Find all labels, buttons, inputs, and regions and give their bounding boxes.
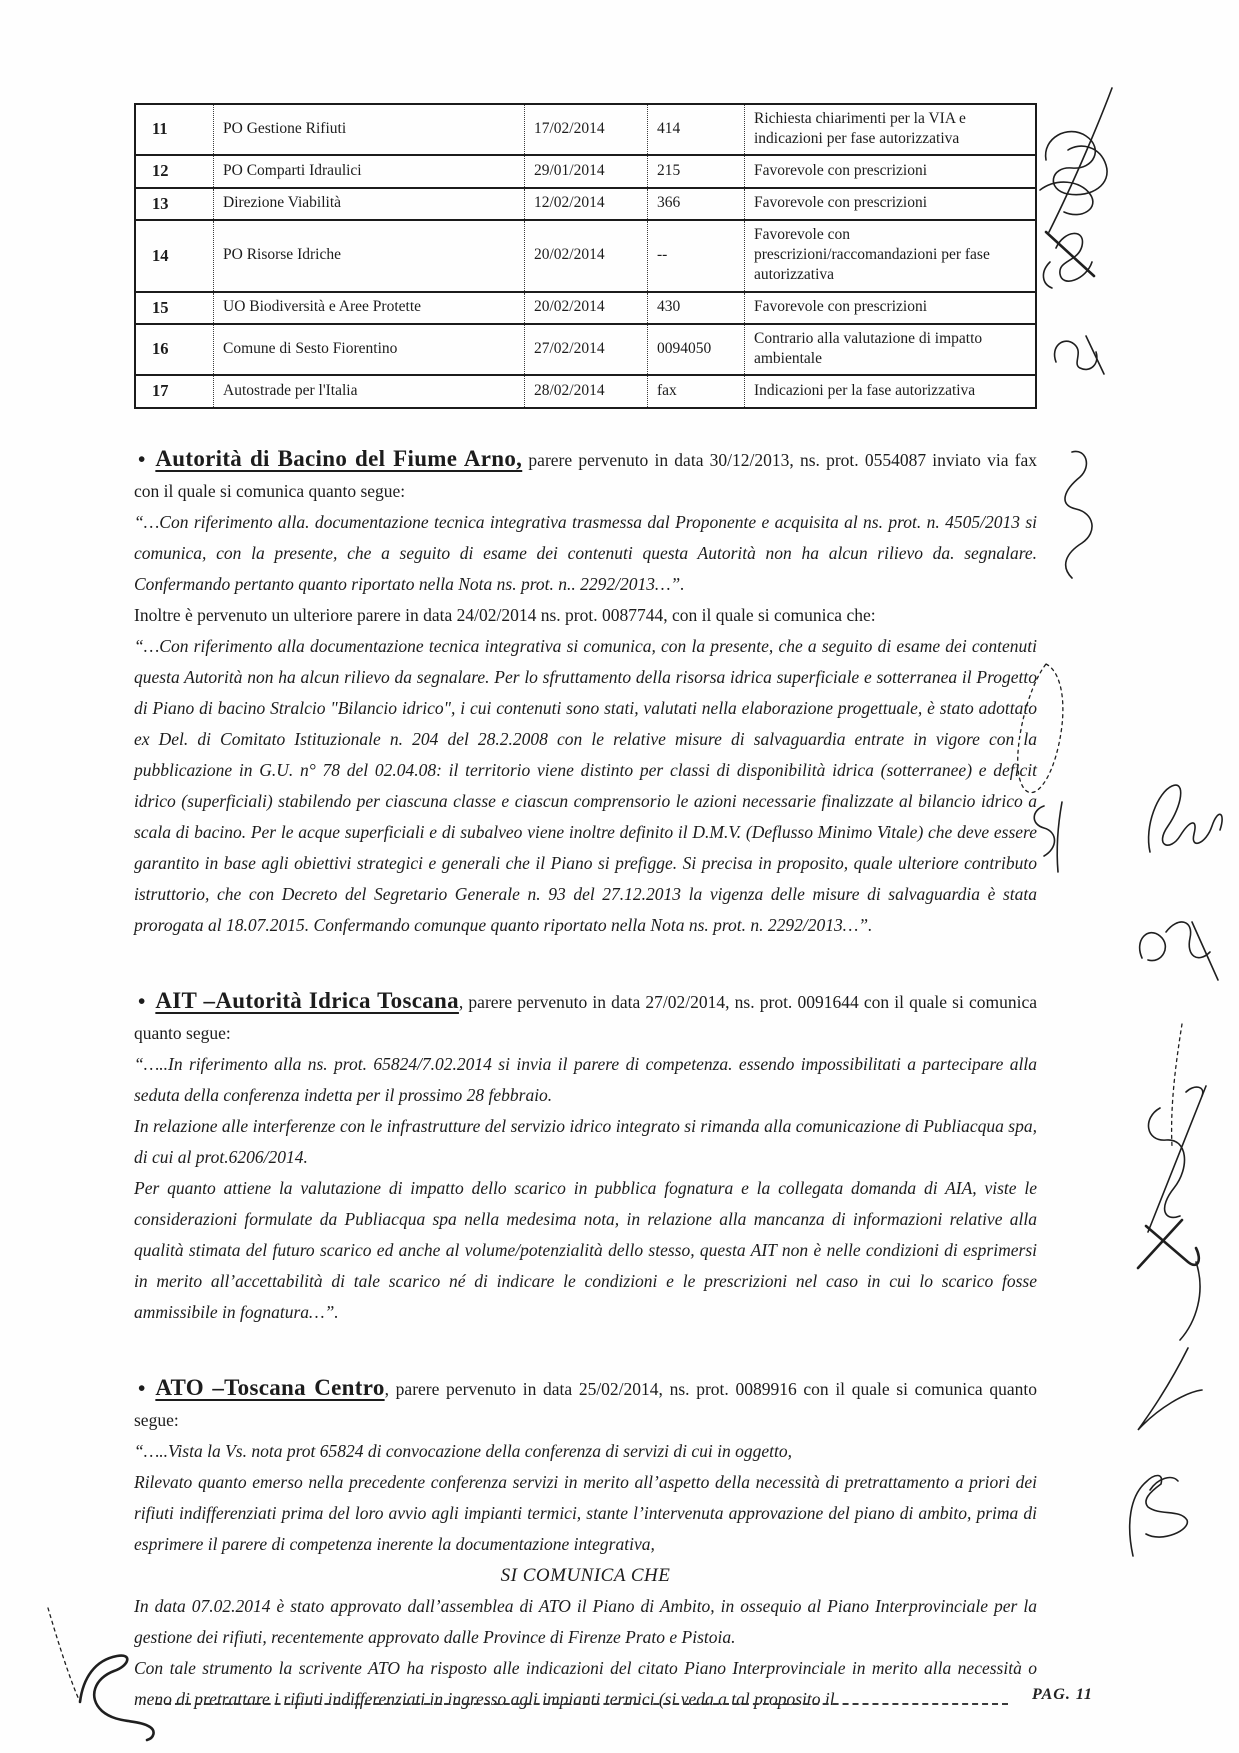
pen-scribble (1166, 922, 1210, 958)
row-ente: Comune di Sesto Fiorentino (214, 324, 525, 375)
table-row (135, 220, 1036, 291)
bullet-marker: • (138, 446, 146, 471)
pen-scribble (1065, 451, 1092, 578)
section-lead: , parere pervenuto in data 27/02/2014, ns. prot. 0091644 con il quale si comunica quanto segue: (134, 991, 1037, 1043)
row-number: 16 (135, 324, 214, 375)
pen-scribble (1150, 1478, 1178, 1490)
table-row (135, 375, 1036, 407)
pen-scribble (1055, 341, 1097, 369)
section-lead: parere pervenuto in data 30/12/2013, ns. prot. 0554087 inviato via fax con il quale si comunica quanto segue: (134, 449, 1038, 501)
row-data: 20/02/2014 (525, 220, 648, 291)
row-prot: 414 (648, 104, 745, 155)
row-data: 28/02/2014 (525, 375, 648, 407)
quote-paragraph: Per quanto attiene la valutazione di impatto dello scarico in pubblica fognatura e la collegata domanda di AIA, viste le considerazioni formulate da Publiacqua spa nella medesima nota, in relazione alla mancanza di informazioni relative alla qualità stimata del futuro scarico ed anche al volume/potenzialità dello stesso, questa AIT non è nelle condizioni di esprimersi in merito all’accettabilità di tale scarico né di indicare le condizioni e le prescrizioni nel caso in cui lo scarico fosse ammissibile in fognatura…”. (134, 1177, 1037, 1322)
row-prot: -- (648, 220, 745, 291)
table-row (135, 324, 1036, 375)
row-number: 12 (135, 155, 214, 187)
row-parere: Richiesta chiarimenti per la VIA e indicazioni per fase autorizzativa (745, 104, 1037, 155)
row-prot: 215 (648, 155, 745, 187)
pen-scribble (1130, 1476, 1188, 1557)
row-number: 11 (135, 104, 214, 155)
row-number: 17 (135, 375, 214, 407)
section-autorita-bacino-arno (134, 443, 1037, 941)
row-parere: Favorevole con prescrizioni (745, 292, 1037, 324)
pen-scribble (48, 1608, 80, 1702)
row-ente: Autostrade per l'Italia (214, 375, 525, 407)
row-prot: 0094050 (648, 324, 745, 375)
row-ente: PO Gestione Rifiuti (214, 104, 525, 155)
row-data: 12/02/2014 (525, 188, 648, 220)
quote-paragraph: In relazione alle interferenze con le infrastrutture del servizio idrico integrato si rimanda alla comunicazione di Publiacqua spa, di cui al prot.6206/2014. (134, 1115, 1037, 1167)
quote-paragraph: Rilevato quanto emerso nella precedente conferenza servizi in merito all’aspetto della necessità di pretrattamento a priori dei rifiuti indifferenziati prima del loro avvio agli impianti termici, stante l’intervenuta approvazione del piano di ambito, prima di esprimere il parere di competenza inerente la documentazione integrativa, (134, 1471, 1037, 1554)
row-ente: UO Biodiversità e Aree Protette (214, 292, 525, 324)
row-prot: 430 (648, 292, 745, 324)
pen-scribble (1046, 232, 1094, 276)
row-ente: PO Comparti Idraulici (214, 155, 525, 187)
row-prot: fax (648, 375, 745, 407)
table-row (135, 104, 1036, 155)
section-lead: , parere pervenuto in data 25/02/2014, ns. prot. 0089916 con il quale si comunica quanto segue: (134, 1378, 1037, 1430)
pareri-table (134, 103, 1037, 409)
document-content (134, 103, 1037, 1715)
section-title: AIT –Autorità Idrica Toscana (155, 987, 459, 1013)
section-title: Autorità di Bacino del Fiume Arno, (155, 445, 523, 471)
pen-scribble (1046, 132, 1107, 195)
row-number: 13 (135, 188, 214, 220)
row-data: 27/02/2014 (525, 324, 648, 375)
section-ait-autorita-idrica (134, 985, 1037, 1328)
pen-scribble (1172, 1024, 1182, 1146)
pen-scribble (1180, 1262, 1200, 1340)
pen-scribble (1138, 1220, 1199, 1268)
row-number: 14 (135, 220, 214, 291)
pen-scribble (1049, 88, 1112, 232)
pen-scribble (1040, 182, 1093, 214)
table-row (135, 155, 1036, 187)
quote-paragraph: “…Con riferimento alla. documentazione tecnica integrativa trasmessa dal Proponente e acquisita al ns. prot. n. 4505/2013 si comunica, con la presente, che a seguito di esame dei contenuti questa Autorità non ha alcun rilievo da. segnalare. Confermando pertanto quanto riportato nella Nota ns. prot. n.. 2292/2013…”. (134, 511, 1037, 594)
row-data: 29/01/2014 (525, 155, 648, 187)
row-parere: Contrario alla valutazione di impatto ambientale (745, 324, 1037, 375)
row-parere: Favorevole con prescrizioni/raccomandazioni per fase autorizzativa (745, 220, 1037, 291)
row-ente: PO Risorse Idriche (214, 220, 525, 291)
section-ato-toscana-centro (134, 1372, 1037, 1715)
pen-scribble (1056, 233, 1092, 281)
si-comunica-che-line: SI COMUNICA CHE (500, 1564, 671, 1586)
quote-paragraph: Con tale strumento la scrivente ATO ha risposto alle indicazioni del citato Piano Interprovinciale in merito alla necessità o meno di pretrattare i rifiuti indifferenziati in ingresso agli impianti termici (si veda a tal proposito il (134, 1657, 1037, 1709)
row-number: 15 (135, 292, 214, 324)
bullet-marker: • (138, 1375, 146, 1400)
section-heading (134, 1372, 1037, 1436)
quote-paragraph: “…..Vista la Vs. nota prot 65824 di convocazione della conferenza di servizi di cui in oggetto, (134, 1440, 792, 1461)
section-heading (134, 985, 1037, 1049)
row-parere: Indicazioni per la fase autorizzativa (745, 375, 1037, 407)
pen-scribble (1140, 933, 1166, 961)
pen-scribble (1034, 802, 1062, 872)
quote-paragraph: “…..In riferimento alla ns. prot. 65824/7.02.2014 si invia il parere di competenza. essendo impossibilitati a partecipare alla seduta della conferenza indetta per il prossimo 28 febbraio. (134, 1053, 1037, 1105)
pen-scribble (1192, 922, 1218, 980)
pen-scribble (1138, 1348, 1202, 1430)
pen-scribble (1148, 1086, 1206, 1232)
row-parere: Favorevole con prescrizioni (745, 188, 1037, 220)
section-heading (134, 443, 1037, 507)
quote-paragraph: In data 07.02.2014 è stato approvato dall’assemblea di ATO il Piano di Ambito, in ossequio al Piano Interprovinciale per la gestione dei rifiuti, recentemente approvato dalle Province di Firenze Prato e Pistoia. (134, 1595, 1037, 1647)
row-ente: Direzione Viabilità (214, 188, 525, 220)
page-number: PAG. 11 (1032, 1686, 1093, 1703)
section-title: ATO –Toscana Centro (155, 1374, 385, 1400)
pen-scribble (1149, 785, 1223, 852)
pen-scribble (1086, 336, 1104, 374)
row-data: 17/02/2014 (525, 104, 648, 155)
table-row (135, 292, 1036, 324)
pen-scribble (1186, 1087, 1203, 1096)
quote-paragraph: “…Con riferimento alla documentazione tecnica integrativa si comunica, con la presente, che a seguito di esame dei contenuti questa Autorità non ha alcun rilievo da segnalare. Per lo sfruttamento della risorsa idrica superficiale e sotterranea il Progetto di Piano di bacino Stralcio "Bilancio idrico", i cui contenuti sono stati, valutati nella elaborazione progettuale, è stato adottato ex Del. di Comitato Istituzionale n. 204 del 28.2.2008 con le relative misure di salvaguardia entrate in vigore con la pubblicazione in G.U. n° 78 del 02.04.08: il territorio viene distinto per classi di disponibilità idrica (sotterranee) e deficit idrico (superficiali) stabilendo per ciascuna classe e ciascun comprensorio le azioni necessarie finalizzate al bilancio idrico a scala di bacino. Per le acque superficiali e di subalveo viene inoltre definito il D.M.V. (Deflusso Minimo Vitale) che deve essere garantito in base agli obiettivi strategici e generali che il Piano si prefigge. Si precisa in proposito, quale ulteriore contributo istruttorio, che con Decreto del Segretario Generale n. 93 del 27.12.2013 la vigenza delle misure di salvaguardia è stata prorogata al 18.07.2015. Confermando comunque quanto riportato nella Nota ns. prot. n. 2292/2013…”. (134, 635, 1037, 935)
pen-scribble (1149, 1108, 1185, 1217)
row-data: 20/02/2014 (525, 292, 648, 324)
bullet-marker: • (138, 988, 146, 1013)
table-row (135, 188, 1036, 220)
pen-scribble (1043, 262, 1052, 288)
footer-dashed-rule (155, 1703, 1008, 1705)
body-paragraph: Inoltre è pervenuto un ulteriore parere in data 24/02/2014 ns. prot. 0087744, con il quale si comunica che: (134, 604, 876, 625)
row-prot: 366 (648, 188, 745, 220)
row-parere: Favorevole con prescrizioni (745, 155, 1037, 187)
